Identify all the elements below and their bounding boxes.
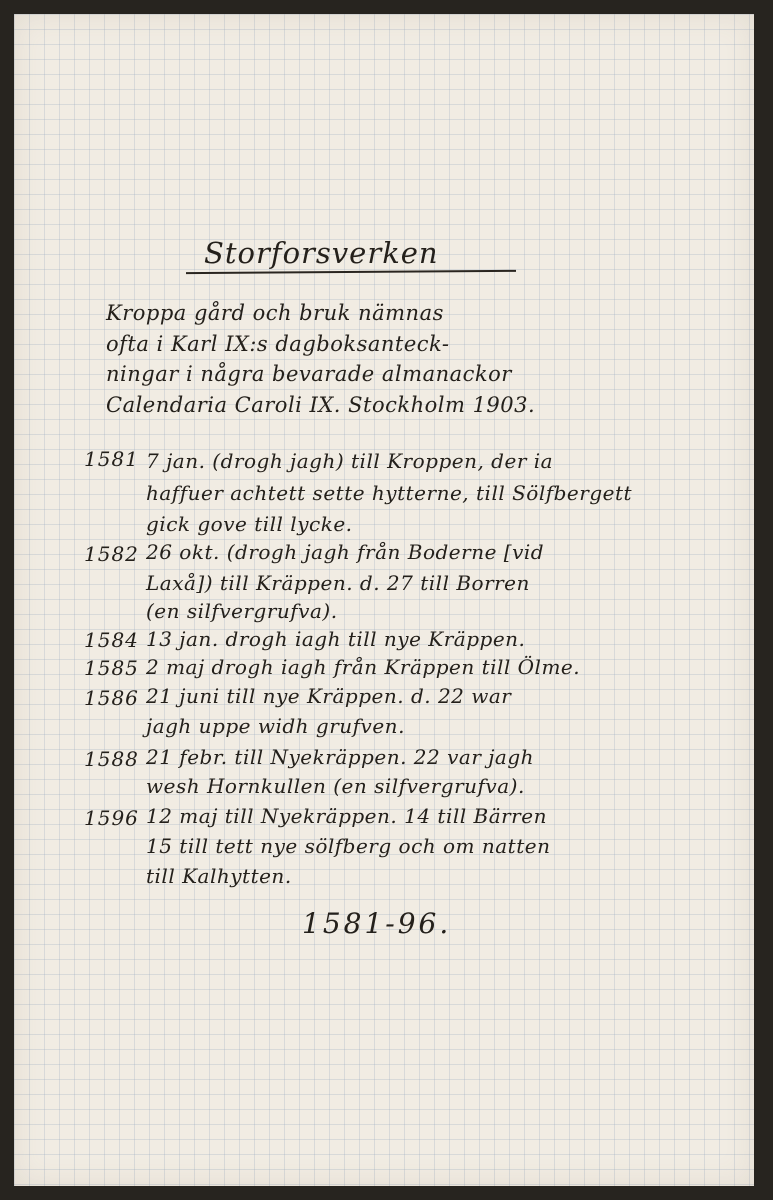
entry-line: 15 till tett nye sölfberg och om natten (146, 834, 551, 858)
page-title: Storforsverken (204, 236, 439, 270)
entry-year: 1581 (84, 447, 139, 471)
intro-line: ofta i Karl IX:s dagboksanteck- (106, 332, 450, 356)
intro-line: ningar i några bevarade almanackor (106, 362, 512, 386)
entry-line: 26 okt. (drogh jagh från Boderne [vid (146, 540, 545, 564)
manuscript-page (14, 14, 754, 1186)
entry-line: (en silfvergrufva). (146, 599, 338, 623)
entry-line: 2 maj drogh iagh från Kräppen till Ölme. (146, 655, 581, 679)
entry-line: 7 jan. (drogh jagh) till Kroppen, der ia (146, 449, 554, 473)
entry-year: 1586 (84, 686, 139, 710)
date-range: 1581-96. (302, 907, 452, 940)
entry-line: 13 jan. drogh iagh till nye Kräppen. (146, 627, 526, 651)
entry-line: gick gove till lycke. (146, 512, 353, 536)
entry-year: 1582 (84, 542, 139, 566)
entry-line: wesh Hornkullen (en silfvergrufva). (146, 774, 525, 798)
title-underline (186, 270, 516, 274)
entry-line: 21 juni till nye Kräppen. d. 22 war (146, 684, 512, 708)
entry-line: jagh uppe widh grufven. (146, 714, 405, 738)
entry-line: till Kalhytten. (146, 864, 292, 888)
entry-year: 1584 (84, 628, 139, 652)
intro-line: Kroppa gård och bruk nämnas (106, 301, 444, 325)
entry-year: 1588 (84, 747, 139, 771)
entry-line: 21 febr. till Nyekräppen. 22 var jagh (146, 745, 535, 769)
entry-line: Laxå]) till Kräppen. d. 27 till Borren (146, 571, 530, 595)
entry-line: haffuer achtett sette hytterne, till Sölfbergett (146, 481, 633, 505)
entry-line: 12 maj till Nyekräppen. 14 till Bärren (146, 804, 547, 828)
intro-line: Calendaria Caroli IX. Stockholm 1903. (106, 393, 536, 417)
entry-year: 1585 (84, 656, 139, 680)
entry-year: 1596 (84, 806, 139, 830)
